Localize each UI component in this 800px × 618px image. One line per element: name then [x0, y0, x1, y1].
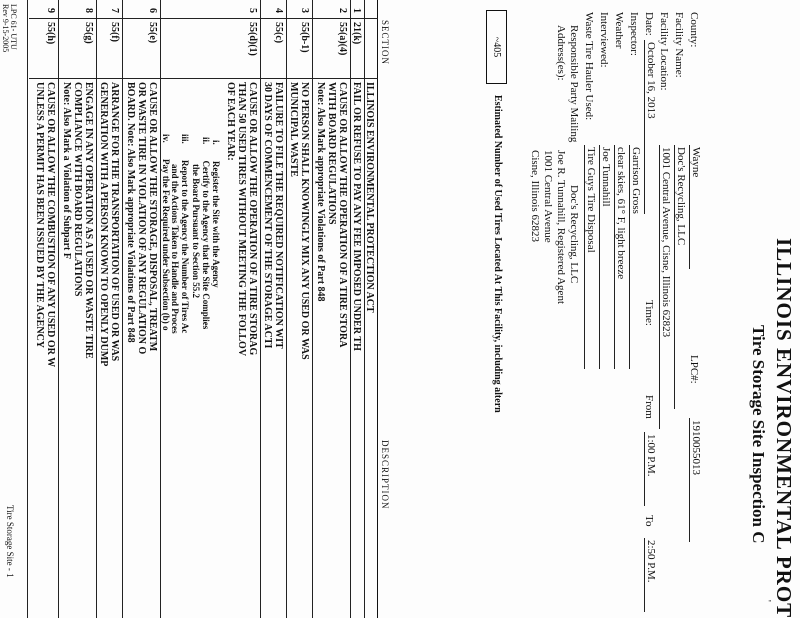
description-line: FAILURE TO FILE THE REQUIRED NOTIFICATION WIT	[273, 82, 284, 349]
row-number: 2	[337, 8, 348, 13]
description-line: UNLESS A PERMIT HAS BEEN ISSUED BY THE AGENCY	[34, 82, 45, 349]
description-line: NO PERSON SHALL KNOWINGLY MIX ANY USED OR WAS	[299, 82, 310, 360]
sub-item-number: i.	[211, 140, 221, 145]
group-title: ILLINOIS ENVIRONMENTAL PROTECTION ACT	[364, 82, 375, 313]
page-mark: '	[761, 600, 772, 602]
row-section: 55(d)(1)	[247, 22, 258, 56]
responsible-party-line: 1001 Central Avenue	[542, 150, 554, 243]
row-number: 1	[351, 8, 362, 13]
sub-item-text: Register the Site with the Agency	[211, 161, 221, 288]
table-row	[27, 0, 59, 618]
row-number: 8	[83, 8, 94, 13]
row-number: 3	[299, 8, 310, 13]
sub-item	[191, 137, 211, 329]
tire-estimate-box: ~405	[486, 10, 507, 84]
weather-value: clear skies, 61° F, light breeze	[614, 145, 627, 369]
row-description	[351, 82, 362, 351]
responsible-party-line: Doc's Recycling, LLC	[568, 185, 580, 284]
row-number: 9	[45, 8, 56, 13]
row-description	[34, 82, 56, 367]
responsible-party-label: Responsible Party Mailing	[568, 25, 580, 143]
date-value: October 16, 2013	[644, 40, 657, 214]
table-row	[160, 0, 261, 618]
responsible-party-line: Joe R. Tunnahill, Registered Agent	[555, 150, 567, 304]
inspector-label: Inspector:	[628, 12, 640, 56]
sub-item-text: the Board Pursuant to Section 55.2	[191, 164, 201, 299]
row-description	[225, 82, 258, 356]
description-line: OF EACH YEAR:	[225, 82, 236, 161]
description-line: COMPLIANCE WITH BOARD REGULATIONS	[72, 82, 83, 297]
interviewed-value: Joe Tunnahill	[599, 145, 612, 369]
weather-label: Weather	[613, 12, 625, 49]
row-description	[262, 82, 284, 349]
responsible-party-line: Cisne, Illinois 62823	[529, 150, 541, 242]
lpc-label: LPC#:	[688, 355, 700, 384]
description-line: WITH BOARD REGULATIONS	[326, 82, 337, 225]
description-line: BOARD. Note: Also Mark appropriate Violations of Part 848	[125, 82, 136, 343]
responsible-party-label-2: Address(es):	[555, 25, 567, 81]
sub-item	[161, 134, 171, 330]
description-line: CAUSE OR ALLOW THE OPERATION OF A TIRE STORAG	[247, 82, 258, 356]
table-row	[260, 0, 287, 618]
tire-estimate-label: Estimated Number of Used Tires Located At This Facility, including altern	[492, 95, 503, 413]
row-section: 55(g)	[83, 22, 94, 44]
hauler-value: Tire Guys Tire Disposal	[584, 145, 597, 369]
table-row	[58, 0, 97, 618]
description-header: DESCRIPTION	[380, 440, 390, 510]
sub-item-text: Pay the Fee Required under Subsection (b) o	[161, 159, 171, 331]
description-line: FAIL OR REFUSE TO PAY ANY FEE IMPOSED UNDER TH	[351, 82, 362, 351]
row-description	[98, 82, 120, 366]
date-label: Date:	[643, 12, 655, 36]
description-line: GENERATION WITH A PERSON KNOWN TO OPENLY DUMP	[98, 82, 109, 367]
description-line: CAUSE OR ALLOW THE OPERATION OF A TIRE STORA	[337, 82, 348, 348]
time-label: Time:	[643, 300, 655, 326]
lpc-value: 1910055013	[689, 418, 702, 542]
section-header: SECTION	[380, 20, 390, 65]
table-row	[122, 0, 161, 618]
sub-item-text: Report to the Agency the Number of Tires Ac	[180, 160, 190, 334]
column-rule	[29, 78, 378, 79]
row-number: 4	[273, 8, 284, 13]
sub-item	[211, 140, 221, 288]
county-label: County:	[688, 12, 700, 48]
to-label: To	[643, 515, 655, 527]
description-line: 30 DAYS OF COMMENCEMENT OF THE STORAGE ACTI	[262, 82, 273, 349]
description-line: MUNICIPAL WASTE	[288, 82, 299, 177]
form-revision: Rev 9-15-2005	[1, 4, 10, 53]
page-subtitle: Tire Storage Site Inspection C	[749, 325, 768, 544]
description-line: Note: Also Mark appropriate Violations of Part 848	[315, 82, 326, 302]
time-from-value: 1:00 P.M.	[644, 432, 657, 506]
table-row	[96, 0, 123, 618]
sub-item-text: Certify to the Agency that the Site Complies	[201, 160, 211, 330]
facility-location-value: 1001 Central Avenue, Cisne, Illinois 62823	[659, 145, 672, 429]
description-line: OR WASTE TIRE IN VIOLATION OF ANY REGULATION O	[136, 82, 147, 355]
description-line: CAUSE OR ALLOW THE STORAGE, DISPOSAL, TREATM	[147, 82, 158, 352]
sub-item-number: iii.	[180, 134, 190, 144]
facility-location-label: Facility Location:	[658, 12, 670, 91]
hauler-label: Waste Tire Hauler Used:	[583, 12, 595, 121]
violation-table	[20, 0, 390, 618]
sub-item-number: ii.	[201, 137, 211, 145]
row-description	[288, 82, 310, 360]
from-label: From	[643, 395, 655, 419]
facility-name-label: Facility Name:	[673, 12, 685, 78]
page-footer: Tire Storage Site - 1	[5, 505, 15, 578]
description-line: ARRANGE FOR THE TRANSPORTATION OF USED OR WAS	[109, 82, 120, 362]
row-section: 55(h)	[45, 22, 56, 45]
description-line: CAUSE OR ALLOW THE COMBUSTION OF ANY USED OR W	[45, 82, 56, 368]
row-description	[61, 82, 94, 359]
row-section: 55(b-1)	[299, 22, 310, 53]
form-number: LPC 61- UTU	[9, 4, 18, 50]
row-section: 55(c)	[273, 22, 284, 44]
row-section: 55(a)(4)	[337, 22, 348, 56]
table-row	[312, 0, 351, 618]
row-section: 55(f)	[109, 22, 120, 42]
row-description	[315, 82, 348, 347]
county-value: Wayne	[689, 145, 702, 269]
page-title: ILLINOIS ENVIRONMENTAL PROT	[772, 238, 796, 618]
row-number: 6	[147, 8, 158, 13]
row-section: 55(e)	[147, 22, 158, 44]
inspector-value: Garrison Gross	[629, 145, 642, 369]
group-row	[364, 0, 378, 618]
table-row	[350, 0, 365, 618]
sub-item	[170, 134, 190, 334]
row-number: 7	[109, 8, 120, 13]
description-line: ENGAGE IN ANY OPERATION AS A USED OR WASTE TIRE	[83, 82, 94, 359]
interviewed-label: Interviewed:	[598, 12, 610, 68]
sub-item-number: iv.	[161, 134, 171, 143]
description-line: THAN 50 USED TIRES WITHOUT MEETING THE FOLLOV	[236, 82, 247, 357]
sub-item-text: and the Actions Taken to Handle and Proces	[170, 164, 180, 334]
row-number: 5	[247, 8, 258, 13]
row-description	[125, 82, 158, 354]
facility-name-value: Doc's Recycling, LLC	[674, 145, 687, 409]
column-rule	[29, 18, 378, 19]
time-to-value: 2:50 P.M.	[644, 538, 657, 612]
table-row	[286, 0, 313, 618]
description-line: Note: Also Mark a Violation of Subpart F	[61, 82, 72, 259]
row-section: 21(k)	[351, 22, 362, 45]
